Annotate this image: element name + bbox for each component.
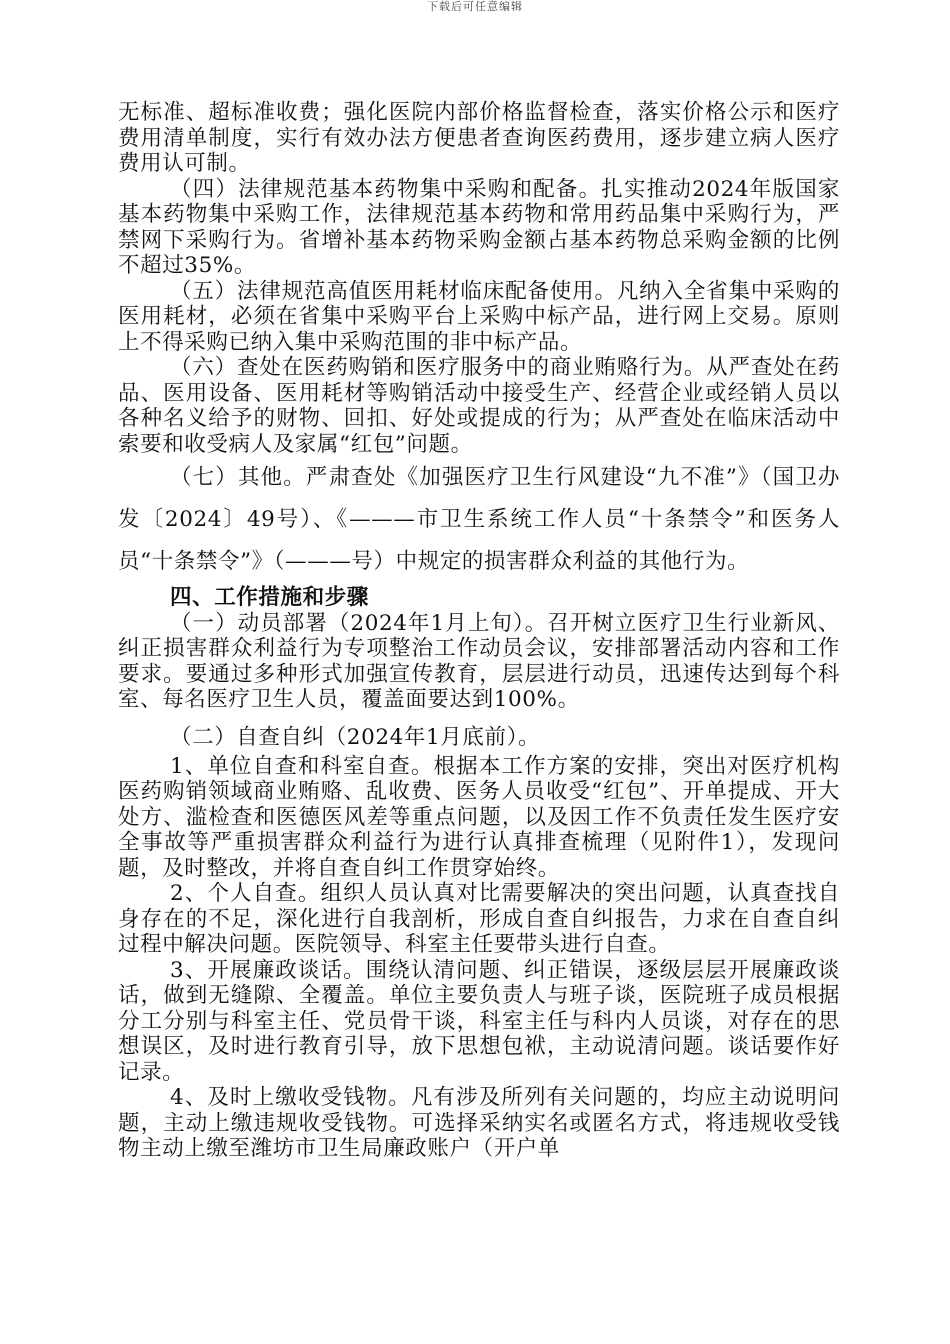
page-header: 下载后可任意编辑 (427, 0, 523, 13)
paragraph: （七）其他。严肃查处《加强医疗卫生行风建设“九不准”》（国卫办发〔2024〕49号）、《———市卫生系统工作人员“十条禁令”和医务人员“十条禁令”》（———号）中规定的损害群众利益的其他行为。 (118, 465, 840, 574)
paragraph: 2、个人自查。组织人员认真对比需要解决的突出问题，认真查找自身存在的不足，深化进行自我剖析，形成自查自纠报告，力求在自查自纠过程中解决问题。医院领导、科室主任要带头进行自查。 (118, 881, 840, 957)
section-heading: 四、工作措施和步骤 (170, 585, 369, 610)
paragraph: 4、及时上缴收受钱物。凡有涉及所列有关问题的，均应主动说明问题，主动上缴违规收受钱物。可选择采纳实名或匿名方式，将违规收受钱物主动上缴至潍坊市卫生局廉政账户（开户单 (118, 1085, 840, 1161)
paragraph: （二）自查自纠（2024年1月底前）。 (170, 724, 541, 750)
paragraph: （五）法律规范高值医用耗材临床配备使用。凡纳入全省集中采购的医用耗材，必须在省集中采购平台上采购中标产品，进行网上交易。原则上不得采购已纳入集中采购范围的非中标产品。 (118, 278, 840, 355)
paragraph: （一）动员部署（2024年1月上旬）。召开树立医疗卫生行业新风、纠正损害群众利益行为专项整治工作动员会议，安排部署活动内容和工作要求。要通过多种形式加强宣传教育，层层进行动员，迅速传达到每个科室、每名医疗卫生人员，覆盖面要达到100%。 (118, 610, 840, 712)
paragraph: （四）法律规范基本药物集中采购和配备。扎实推动2024年版国家基本药物集中采购工作，法律规范基本药物和常用药品集中采购行为，严禁网下采购行为。省增补基本药物采购金额占基本药物总采购金额的比例不超过35%。 (118, 176, 840, 278)
document-body (118, 100, 840, 1162)
paragraph: 1、单位自查和科室自查。根据本工作方案的安排，突出对医疗机构医药购销领域商业贿赂、乱收费、医务人员收受“红包”、开单提成、开大处方、滥检查和医德医风差等重点问题，以及因工作不负责任发生医疗安全事故等严重损害群众利益行为进行认真排查梳理（见附件1），发现问题，及时整改，并将自查自纠工作贯穿始终。 (118, 753, 840, 881)
paragraph: 3、开展廉政谈话。围绕认清问题、纠正错误，逐级层层开展廉政谈话，做到无缝隙、全覆盖。单位主要负责人与班子谈，医院班子成员根据分工分别与科室主任、党员骨干谈，科室主任与科内人员谈，对存在的思想误区，及时进行教育引导，放下思想包袱，主动说清问题。谈话要作好记录。 (118, 957, 840, 1085)
paragraph: 无标准、超标准收费；强化医院内部价格监督检查，落实价格公示和医疗费用清单制度，实行有效办法方便患者查询医药费用，逐步建立病人医疗费用认可制。 (118, 100, 840, 176)
paragraph: （六）查处在医药购销和医疗服务中的商业贿赂行为。从严查处在药品、医用设备、医用耗材等购销活动中接受生产、经营企业或经销人员以各种名义给予的财物、回扣、好处或提成的行为；从严查处在临床活动中索要和收受病人及家属“红包”问题。 (118, 355, 840, 457)
